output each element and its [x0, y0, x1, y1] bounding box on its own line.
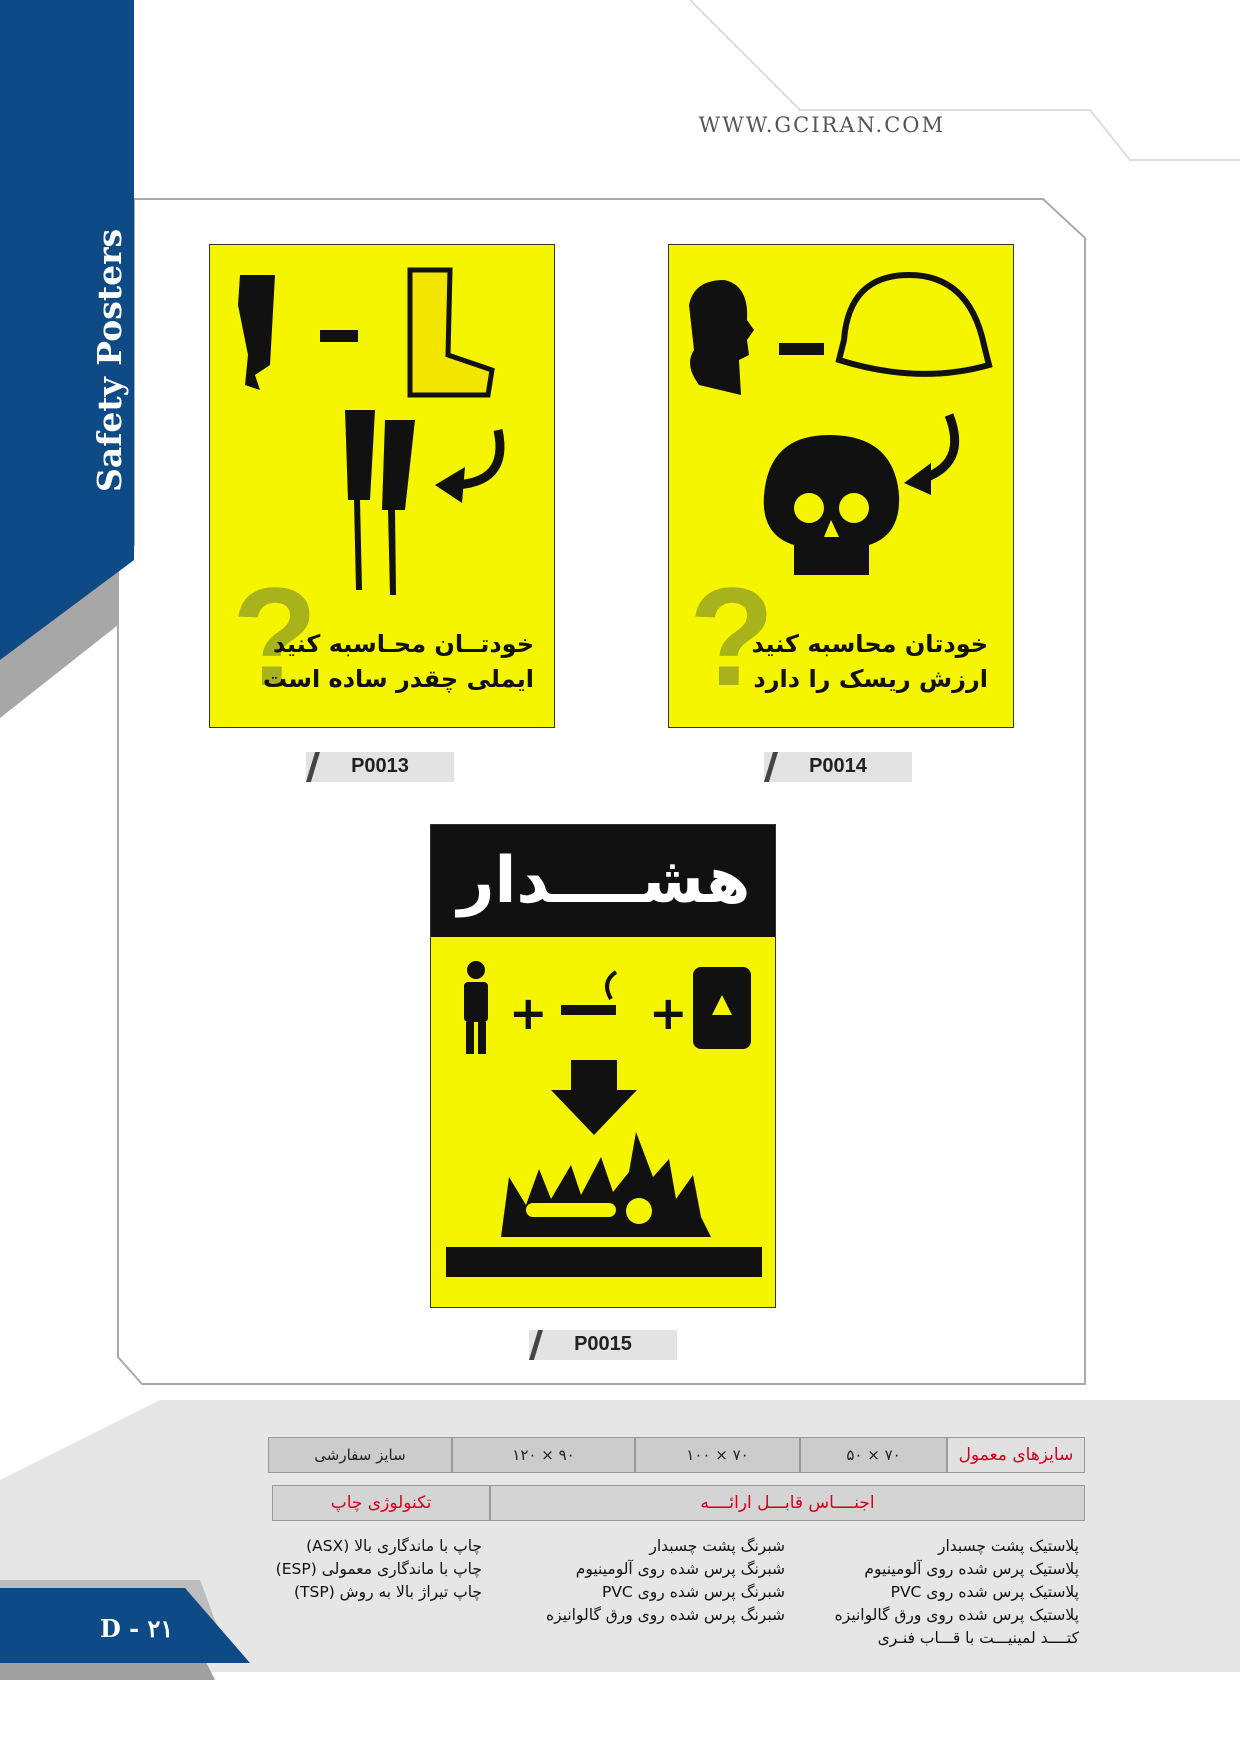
list-item: پلاستیک پرس شده روی ورق گالوانیزه [834, 1606, 1079, 1624]
poster-p0014-text: خودتان محاسبه کنید ارزش ریسک را دارد [751, 630, 988, 693]
question-icon: ? [689, 558, 775, 715]
svg-text:+: + [509, 986, 548, 1040]
custom-size-cell: سایز سفارشی [268, 1437, 452, 1473]
poster-p0015 [430, 824, 776, 1308]
size-cell: ۷۰ × ۱۰۰ [635, 1437, 800, 1473]
code-tag-p0013: P0013 [306, 752, 454, 782]
list-item: چاپ تیراژ بالا به روش (TSP) [293, 1583, 482, 1601]
head-icon [689, 280, 754, 395]
page-number: D - ۲۱ [100, 1614, 174, 1643]
materials-list-reflective [546, 1535, 785, 1627]
crutch-icon [345, 410, 375, 590]
sizes-label: سایزهای معمول [958, 1445, 1074, 1465]
print-tech-header: تکنولوژی چاپ [330, 1493, 432, 1513]
list-item: کتــــد لمینیـــت با قـــاب فنـری [877, 1629, 1079, 1647]
code-tag-p0014: P0014 [764, 752, 912, 782]
materials-list-plastic [835, 1535, 1079, 1650]
list-item: پلاستیک پرس شده روی PVC [890, 1583, 1079, 1601]
list-item: شبرنگ پرس شده روی PVC [601, 1583, 785, 1601]
helmet-icon [839, 275, 989, 374]
poster-p0014 [668, 244, 1014, 728]
svg-text:+: + [649, 986, 688, 1040]
list-item: چاپ با ماندگاری معمولی (ESP) [275, 1560, 482, 1578]
sidebar [0, 0, 134, 712]
sizes-label-cell [947, 1437, 1085, 1473]
list-item: پلاستیک پرس شده روی آلومینیوم [864, 1560, 1079, 1578]
fire-icon [501, 1132, 711, 1237]
size-cell: ۹۰ × ۱۲۰ [452, 1437, 635, 1473]
sidebar-title: Safety Posters [90, 228, 129, 492]
wader-icon [238, 275, 275, 390]
warning-header [431, 825, 776, 937]
code-tag-p0015: P0015 [529, 1330, 677, 1360]
list-item: چاپ با ماندگاری بالا (ASX) [306, 1537, 482, 1555]
size-cell: ۷۰ × ۵۰ [800, 1437, 947, 1473]
boot-icon [410, 270, 492, 395]
list-item: شبرنگ پشت چسبدار [649, 1537, 785, 1555]
materials-header-cell [490, 1485, 1085, 1521]
poster-p0015-illustration [431, 937, 776, 1308]
site-url: WWW.GCIRAN.COM [698, 113, 945, 137]
person-icon [467, 961, 485, 979]
down-arrow-icon [571, 1060, 617, 1090]
list-item: شبرنگ پرس شده روی ورق گالوانیزه [546, 1606, 785, 1624]
poster-p0013-text: خودتــان محـاسبه کنید ایملی چقدر ساده است [262, 630, 534, 693]
warning-title: هشــــدار [457, 844, 751, 918]
list-item: شبرنگ پرس شده روی آلومینیوم [575, 1560, 785, 1578]
cigarette-icon [561, 1005, 616, 1015]
list-item: پلاستیک پشت چسبدار [937, 1537, 1079, 1555]
print-tech-list [276, 1535, 482, 1604]
print-tech-header-cell [272, 1485, 490, 1521]
materials-header: اجنــــاس قابـــل ارائــــه [700, 1493, 875, 1513]
skull-icon [764, 435, 899, 575]
poster-p0013 [209, 244, 555, 728]
question-icon: ? [232, 558, 318, 715]
